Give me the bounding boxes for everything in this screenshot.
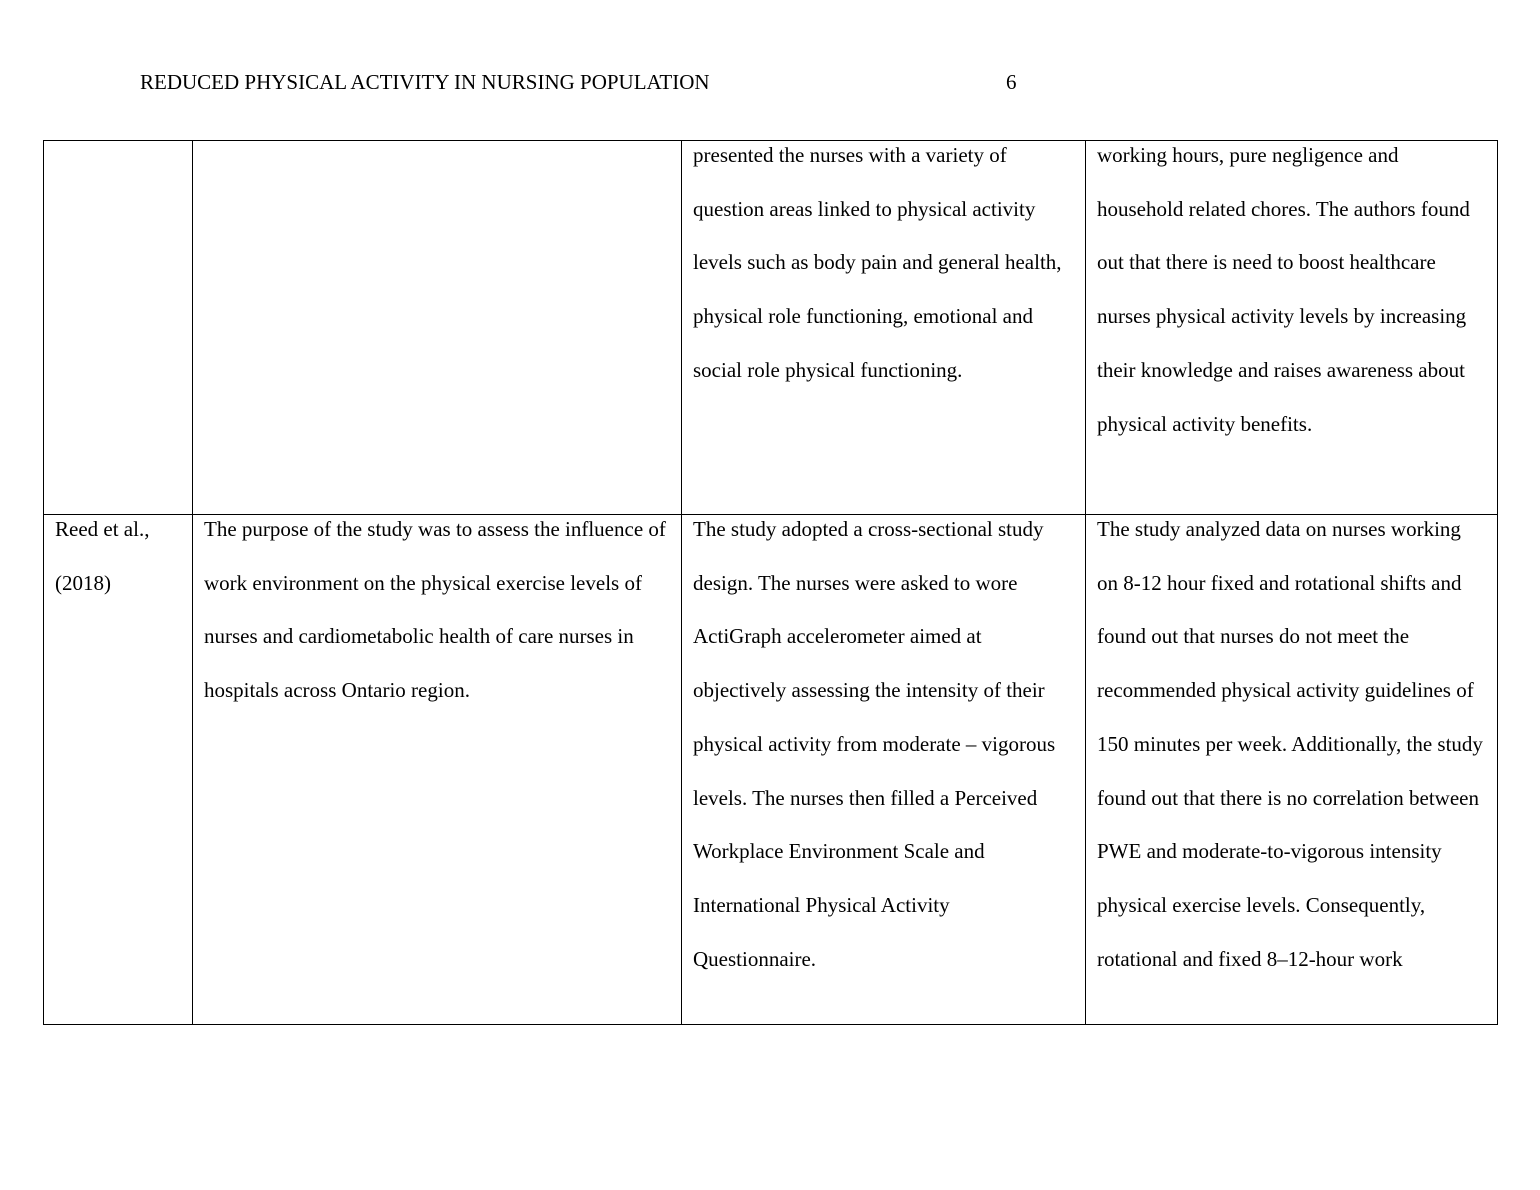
purpose-text: The purpose of the study was to assess the influence of work environment on the physical exercise levels of nurses and cardiometabolic health of care nurses in hospitals across Ontario region. [204, 517, 666, 703]
findings-text: working hours, pure negligence and household related chores. The authors found out that there is need to boost healthcare nurses physical activity levels by increasing their knowledge and raises awareness about physical activity benefits. [1097, 143, 1470, 436]
purpose-cell [193, 515, 682, 1025]
methods-cell [682, 141, 1086, 515]
running-head: REDUCED PHYSICAL ACTIVITY IN NURSING POPULATION [140, 70, 710, 94]
methods-text: The study adopted a cross-sectional study design. The nurses were asked to wore ActiGraph accelerometer aimed at objectively assessing the intensity of their physical activity from moderate – vigorous levels. The nurses then filled a Perceived Workplace Environment Scale and International Physical Activity Questionnaire. [693, 517, 1056, 971]
table-row [44, 141, 1498, 515]
page-number: 6 [1006, 70, 1017, 94]
literature-review-table [43, 140, 1498, 1025]
methods-text: presented the nurses with a variety of question areas linked to physical activity levels such as body pain and general health, physical role functioning, emotional and social role physical functioning. [693, 143, 1062, 382]
findings-cell [1086, 515, 1498, 1025]
methods-cell [682, 515, 1086, 1025]
findings-cell [1086, 141, 1498, 515]
author-text: Reed et al., (2018) [55, 517, 150, 595]
purpose-cell [193, 141, 682, 515]
findings-text: The study analyzed data on nurses working on 8-12 hour fixed and rotational shifts and found out that nurses do not meet the recommended physical activity guidelines of 150 minutes per week. Additionally, the study found out that there is no correlation between PWE and moderate-to-vigorous intensity physical exercise levels. Consequently, rotational and fixed 8–12-hour work [1097, 517, 1483, 971]
author-cell [44, 141, 193, 515]
table-row [44, 515, 1498, 1025]
author-cell [44, 515, 193, 1025]
